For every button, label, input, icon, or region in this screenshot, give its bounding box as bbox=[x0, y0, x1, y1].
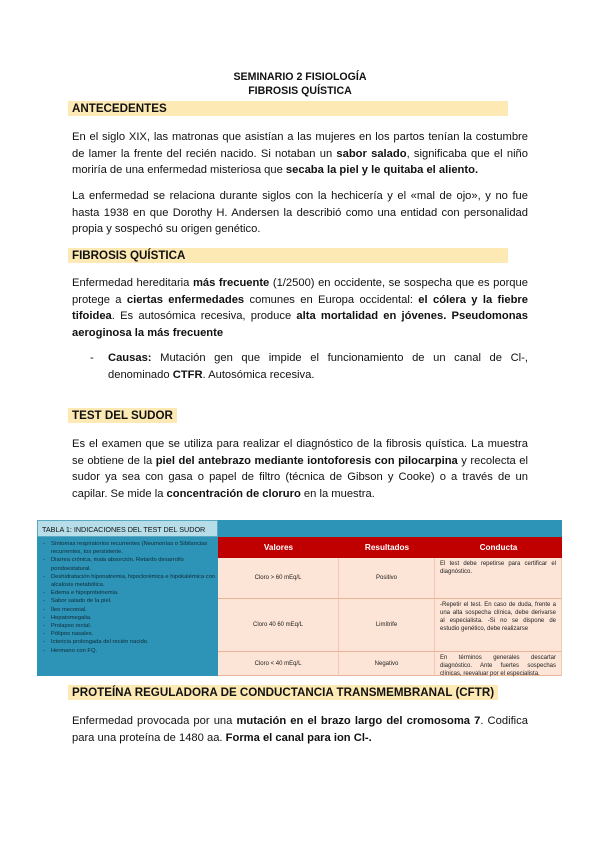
text-run: . Es autosómica recesiva, produce bbox=[111, 310, 297, 323]
column-header-valores: Valores bbox=[218, 537, 339, 558]
cell-valor-negativo: Cloro < 40 mEq/L bbox=[218, 652, 339, 676]
text-run: (1/2500) en occidente, se sospecha que es porque protege a bbox=[72, 277, 528, 306]
bold-run: CTFR bbox=[172, 368, 203, 381]
bold-run: concentración de cloruro bbox=[166, 487, 301, 500]
table-title: TABLA 1: INDICACIONES DEL TEST DEL SUDOR bbox=[37, 520, 218, 537]
cell-conducta-limitrofe: -Repetir el test. En caso de duda, frente a una alta sospecha clínica, debe derivarse al especialista. -Si no se dispone de estudio genético, debe realizarse bbox=[435, 599, 562, 652]
heading-fibrosis-quistica: FIBROSIS QUÍSTICA bbox=[68, 248, 508, 263]
bold-run: Causas: bbox=[108, 352, 152, 364]
bold-run: piel del antebrazo mediante iontoforesis con pilocarpina bbox=[155, 454, 458, 467]
bold-run: el cólera y la fiebre tifoidea bbox=[72, 293, 528, 323]
cell-valor-limitrofe: Cloro 40 60 mEq/L bbox=[218, 599, 339, 652]
bold-run: alta mortalidad en jóvenes. Pseudomonas aeroginosa la más frecuente bbox=[72, 310, 528, 339]
test-sudor-paragraph bbox=[72, 436, 528, 502]
text-run: Enfermedad provocada por una bbox=[72, 715, 237, 727]
indication-item: - Ictericia prolongada del recién nacido. bbox=[43, 638, 215, 646]
causas-text bbox=[108, 350, 528, 383]
text-run: y recolecta el sudor ya sea con gasa o papel de filtro (técnica de Gibson y Cooke) o a través de un capilar. Se mide la bbox=[72, 454, 528, 500]
bold-run: ciertas enfermedades bbox=[126, 293, 245, 306]
indication-item: - Hermano con FQ. bbox=[43, 647, 215, 655]
table-indicaciones-test-sudor bbox=[37, 520, 562, 676]
text-run: comunes en Europa occidental: bbox=[244, 293, 419, 306]
heading-antecedentes: ANTECEDENTES bbox=[68, 101, 508, 116]
indication-item: - Deshidratación hiponatremia, hipoclorémica e hipokalémica con alcalosis metabólica. bbox=[43, 573, 215, 589]
indication-item: - Prolapso rectal. bbox=[43, 622, 215, 630]
bold-run: secaba la piel y le quitaba el aliento. bbox=[285, 164, 479, 177]
fibrosis-paragraph bbox=[72, 275, 528, 341]
cell-resultado-negativo: Negativo bbox=[339, 652, 435, 676]
indications-list bbox=[43, 540, 215, 655]
antecedentes-paragraph-1 bbox=[72, 129, 528, 179]
indication-item: - Pólipos nasales. bbox=[43, 630, 215, 638]
heading-test-del-sudor: TEST DEL SUDOR bbox=[68, 408, 177, 423]
bold-run: sabor salado bbox=[336, 147, 407, 160]
title-line-2: FIBROSIS QUÍSTICA bbox=[248, 85, 352, 97]
bold-run: mutación en el brazo largo del cromosoma 7 bbox=[236, 715, 481, 727]
cell-resultado-limitrofe: Limítrife bbox=[339, 599, 435, 652]
indication-item: - Síntomas respiratorios recurrentes (Neumonías o Sibilancias recurrentes, tos persistente. bbox=[43, 540, 215, 556]
document-title bbox=[0, 70, 600, 98]
text-run: Mutación gen que impide el funcionamiento de un canal de Cl-, denominado bbox=[108, 352, 528, 381]
bullet-dash: - bbox=[90, 352, 94, 364]
indication-item: - Diarrea crónica, mala absorción. Retardo desarrollo pondoestatural. bbox=[43, 556, 215, 572]
bold-run: más frecuente bbox=[192, 277, 270, 289]
table-top-band bbox=[218, 520, 562, 537]
text-run: , significaba que el niño moriría de una enfermedad misteriosa que bbox=[72, 147, 529, 177]
cell-conducta-negativo: En términos generales descartar diagnóstico. Ante fuertes sospechas clínicas, reevaluar por el especialista. bbox=[435, 652, 562, 676]
column-header-resultados: Resultados bbox=[339, 537, 435, 558]
text-run: en la muestra. bbox=[300, 487, 375, 500]
text-run: . Autosómica recesiva. bbox=[202, 368, 315, 381]
indication-item: - Íleo meconial. bbox=[43, 606, 215, 614]
bold-run: Forma el canal para ion Cl-. bbox=[225, 731, 372, 744]
indication-item: - Sabor salado de la piel. bbox=[43, 597, 215, 605]
heading-cftr: PROTEÍNA REGULADORA DE CONDUCTANCIA TRANSMEMBRANAL (CFTR) bbox=[68, 685, 498, 700]
cftr-paragraph bbox=[72, 713, 528, 746]
title-line-1: SEMINARIO 2 FISIOLOGÍA bbox=[233, 71, 367, 83]
column-header-conducta: Conducta bbox=[435, 537, 562, 558]
text-run: Es el examen que se utiliza para realizar el diagnóstico de la fibrosis quística. La muestra se obtiene de la bbox=[72, 438, 528, 467]
causas-bullet bbox=[90, 350, 528, 383]
text-run: Enfermedad hereditaria bbox=[72, 277, 193, 289]
cell-conducta-positivo: El test debe repetirse para certificar el diagnóstico. bbox=[435, 558, 562, 599]
cell-valor-positivo: Cloro > 60 mEq/L bbox=[218, 558, 339, 599]
text-run: En el siglo XIX, las matronas que asistían a las mujeres en los partos tenían la costumbre de lamer la frente del recién nacido. Si notaban un bbox=[72, 131, 528, 160]
indication-item: - Hepatomegalia. bbox=[43, 614, 215, 622]
antecedentes-paragraph-2: La enfermedad se relaciona durante siglos con la hechicería y el «mal de ojo», y no fue hasta 1938 en que Dorothy H. Andersen la describió como una entidad con personalidad propia y sospechó su origen genético. bbox=[72, 190, 528, 236]
cell-resultado-positivo: Positivo bbox=[339, 558, 435, 599]
indication-item: - Edema e hipoproteinemia. bbox=[43, 589, 215, 597]
text-run: . Codifica para una proteína de 1480 aa. bbox=[72, 715, 528, 744]
